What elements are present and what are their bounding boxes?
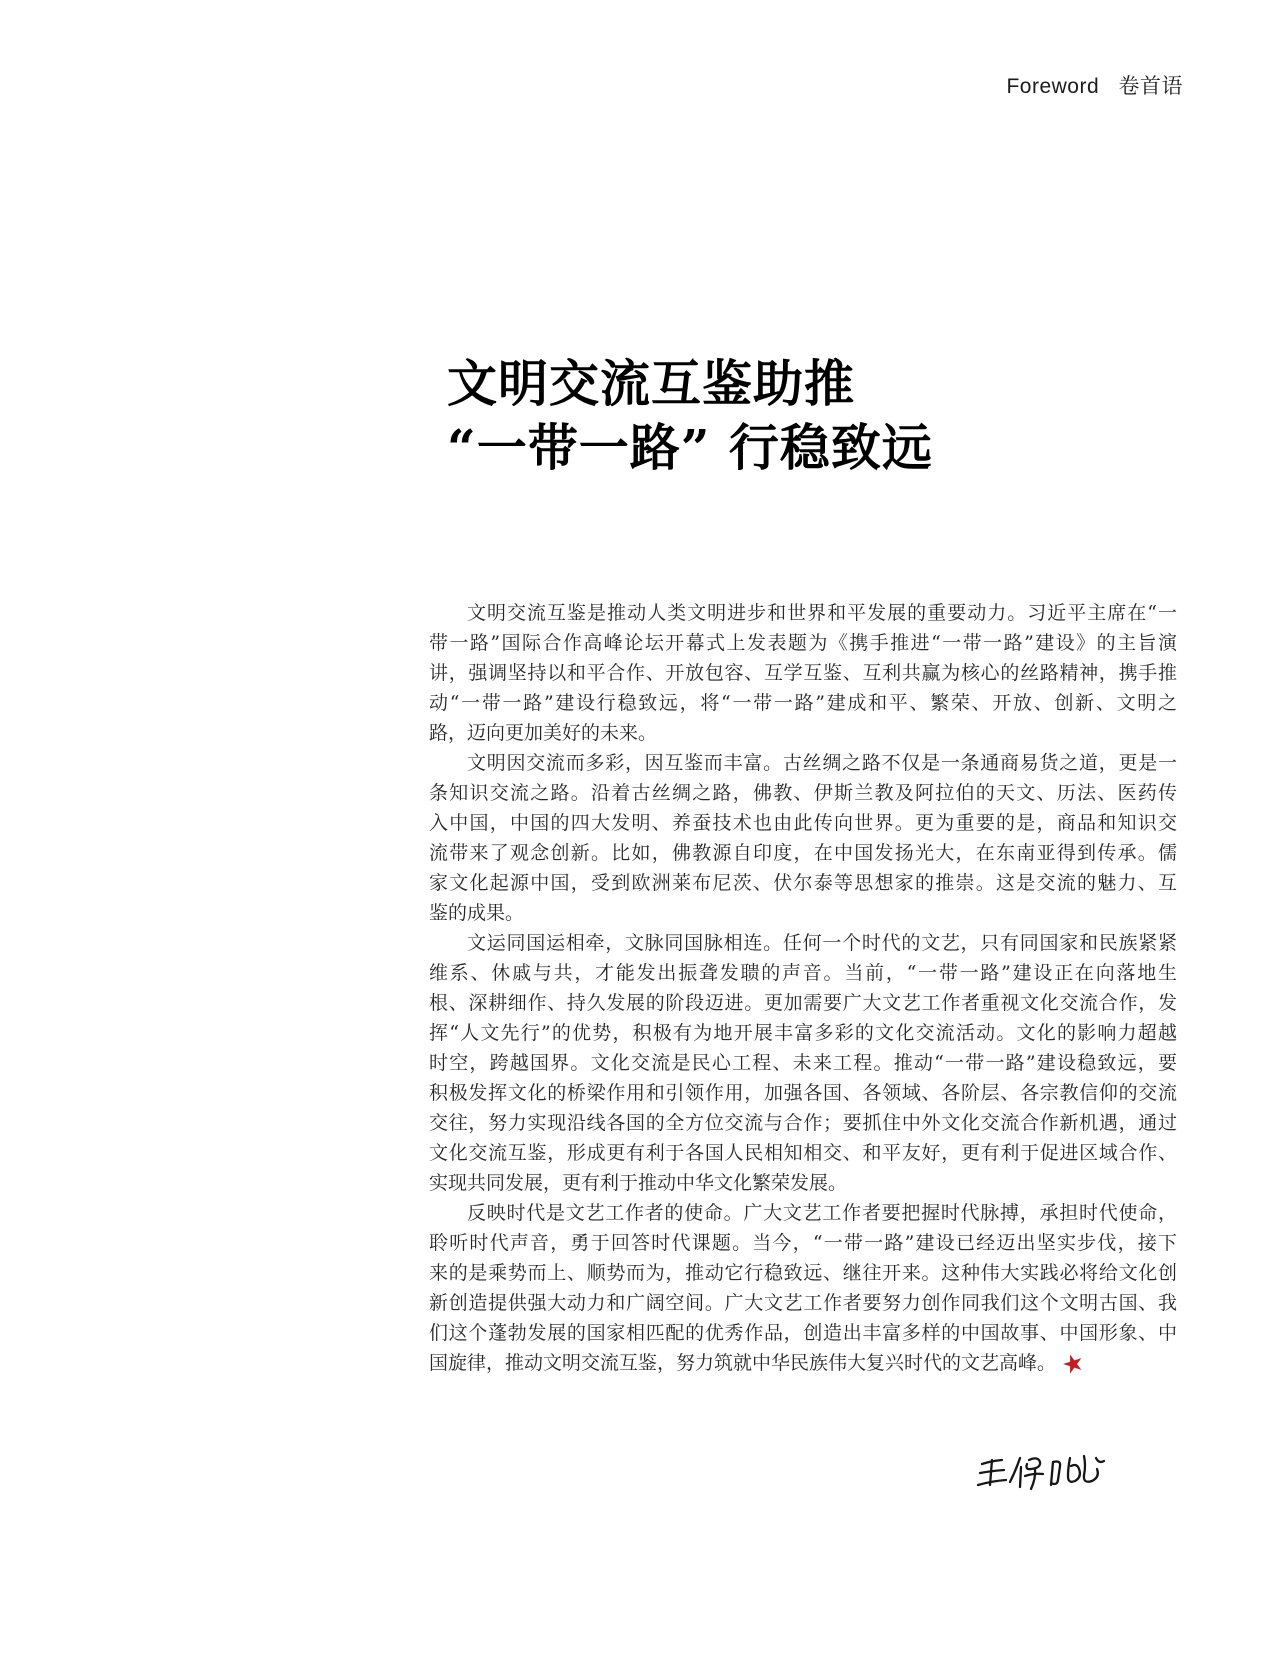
text-line: 家文化起源中国，受到欧洲莱布尼茨、伏尔泰等思想家的推崇。这是交流的魅力、互 [429, 872, 1177, 894]
page-header [1006, 70, 1183, 100]
author-signature [975, 1448, 1107, 1502]
text-line: 讲，强调坚持以和平合作、开放包容、互学互鉴、互利共赢为核心的丝路精神，携手推 [429, 662, 1177, 684]
text-line: 新创造提供强大动力和广阔空间。广大文艺工作者要努力创作同我们这个文明古国、我 [429, 1292, 1177, 1314]
text-line: 流带来了观念创新。比如，佛教源自印度，在中国发扬光大，在东南亚得到传承。儒 [429, 842, 1177, 864]
text-line: 条知识交流之路。沿着古丝绸之路，佛教、伊斯兰教及阿拉伯的天文、历法、医药传 [429, 782, 1177, 804]
article-title [447, 352, 933, 480]
paragraph [429, 1198, 1177, 1379]
text-line: 积极发挥文化的桥梁作用和引领作用，加强各国、各领域、各阶层、各宗教信仰的交流 [429, 1082, 1177, 1104]
header-foreword-label: Foreword [1006, 75, 1100, 98]
text-line: 来的是乘势而上、顺势而为，推动它行稳致远、继往开来。这种伟大实践必将给文化创 [429, 1262, 1177, 1284]
text-line: 聆听时代声音，勇于回答时代课题。当今，“一带一路”建设已经迈出坚实步伐，接下 [429, 1232, 1177, 1254]
text-line: 鉴的成果。 [429, 902, 525, 924]
text-line: 们这个蓬勃发展的国家相匹配的优秀作品，创造出丰富多样的中国故事、中国形象、中 [429, 1322, 1177, 1344]
paragraph [429, 748, 1177, 928]
paragraph [429, 598, 1177, 748]
text-line: 维系、休戚与共，才能发出振聋发聩的声音。当前，“一带一路”建设正在向落地生 [429, 962, 1177, 984]
text-line: 文运同国运相牵，文脉同国脉相连。任何一个时代的文艺，只有同国家和民族紧紧 [467, 932, 1177, 954]
text-line: 入中国，中国的四大发明、养蚕技术也由此传向世界。更为重要的是，商品和知识交 [429, 812, 1177, 834]
text-line: 国旋律，推动文明交流互鉴，努力筑就中华民族伟大复兴时代的文艺高峰。★ [429, 1346, 1089, 1381]
text-line: 带一路”国际合作高峰论坛开幕式上发表题为《携手推进“一带一路”建设》的主旨演 [429, 632, 1177, 654]
text-line: 挥“人文先行”的优势，积极有为地开展丰富多彩的文化交流活动。文化的影响力超越 [429, 1022, 1177, 1044]
text-line: 文明交流互鉴是推动人类文明进步和世界和平发展的重要动力。习近平主席在“一 [467, 602, 1177, 624]
text-line: 文化交流互鉴，形成更有利于各国人民相知相交、和平友好，更有利于促进区域合作、 [429, 1142, 1177, 1164]
text-line: 文明因交流而多彩，因互鉴而丰富。古丝绸之路不仅是一条通商易货之道，更是一 [467, 752, 1177, 774]
paragraph [429, 928, 1177, 1198]
article-title-line2: “一带一路” 行稳致远 [447, 418, 933, 477]
signature-scribble [975, 1448, 1107, 1502]
end-star-icon: ★ [1057, 1346, 1089, 1381]
article-title-line1: 文明交流互鉴助推 [447, 354, 855, 413]
text-line: 动“一带一路”建设行稳致远，将“一带一路”建成和平、繁荣、开放、创新、文明之 [429, 692, 1177, 714]
text-line: 实现共同发展，更有利于推动中华文化繁荣发展。 [429, 1172, 848, 1194]
text-line: 时空，跨越国界。文化交流是民心工程、未来工程。推动“一带一路”建设稳致远，要 [429, 1052, 1177, 1074]
header-juanshouyu-label: 卷首语 [1118, 75, 1183, 98]
text-line: 交往，努力实现沿线各国的全方位交流与合作；要抓住中外文化交流合作新机遇，通过 [429, 1112, 1177, 1134]
text-line: 根、深耕细作、持久发展的阶段迈进。更加需要广大文艺工作者重视文化交流合作，发 [429, 992, 1177, 1014]
text-line: 路，迈向更加美好的未来。 [429, 722, 658, 744]
article-body [429, 598, 1177, 1379]
text-line: 反映时代是文艺工作者的使命。广大文艺工作者要把握时代脉搏，承担时代使命， [467, 1202, 1177, 1224]
